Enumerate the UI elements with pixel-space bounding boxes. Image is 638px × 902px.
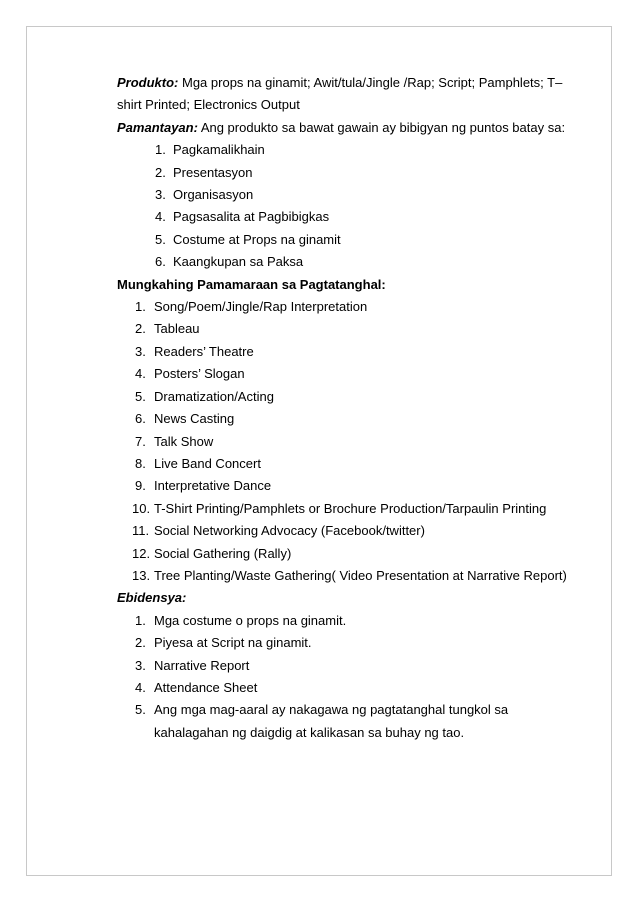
list-item — [117, 543, 567, 565]
list-text: Dramatization/Acting — [154, 388, 274, 404]
list-number: 1. — [135, 299, 146, 315]
list-item — [117, 565, 567, 587]
list-number: 5. — [155, 231, 166, 247]
list-text: Readers’ Theatre — [154, 343, 254, 359]
list-text: Mga costume o props na ginamit. — [154, 612, 347, 628]
list-text: Pagsasalita at Pagbibigkas — [173, 209, 330, 225]
mungkahi-heading: Mungkahing Pamamaraan sa Pagtatanghal: — [117, 276, 386, 292]
list-number: 2. — [135, 321, 146, 337]
list-number: 1. — [155, 142, 166, 158]
list-number: 13. — [132, 567, 151, 583]
pamantayan-paragraph — [117, 117, 567, 139]
list-text: T-Shirt Printing/Pamphlets or Brochure Production/Tarpaulin Printing — [154, 500, 547, 516]
list-item — [117, 498, 567, 520]
list-item — [117, 677, 567, 699]
list-text: Ang mga mag-aaral ay nakagawa ng pagtatanghal tungkol sa kahalagahan ng daigdig at kalikasan sa buhay ng tao. — [154, 702, 509, 740]
list-number: 5. — [135, 388, 146, 404]
list-item — [117, 363, 567, 385]
list-item — [117, 184, 567, 206]
list-item — [117, 229, 567, 251]
list-number: 4. — [135, 366, 146, 382]
pamantayan-list — [117, 139, 567, 273]
list-item — [117, 520, 567, 542]
list-item — [117, 699, 567, 744]
list-text: Narrative Report — [154, 657, 250, 673]
list-item — [117, 408, 567, 430]
list-item — [117, 431, 567, 453]
document-body — [117, 72, 567, 744]
list-number: 12. — [132, 545, 151, 561]
ebidensya-list — [117, 610, 567, 744]
list-item — [117, 632, 567, 654]
list-text: Social Networking Advocacy (Facebook/twitter) — [154, 523, 425, 539]
list-item — [117, 251, 567, 273]
list-item — [117, 162, 567, 184]
list-item — [117, 296, 567, 318]
list-number: 6. — [135, 411, 146, 427]
list-text: Live Band Concert — [154, 455, 261, 471]
list-number: 8. — [135, 455, 146, 471]
list-item — [117, 206, 567, 228]
pamantayan-label: Pamantayan: — [117, 119, 198, 135]
list-text: Kaangkupan sa Paksa — [173, 254, 304, 270]
list-number: 4. — [155, 209, 166, 225]
list-text: Presentasyon — [173, 164, 253, 180]
list-number: 5. — [135, 702, 146, 718]
list-text: Social Gathering (Rally) — [154, 545, 292, 561]
list-item — [117, 610, 567, 632]
list-text: Organisasyon — [173, 187, 254, 203]
list-item — [117, 139, 567, 161]
produkto-label: Produkto: — [117, 75, 179, 90]
list-number: 6. — [155, 254, 166, 270]
list-text: Tree Planting/Waste Gathering( Video Presentation at Narrative Report) — [154, 567, 567, 583]
list-item — [117, 655, 567, 677]
list-item — [117, 318, 567, 340]
list-text: News Casting — [154, 411, 235, 427]
pamantayan-text: Ang produkto sa bawat gawain ay bibigyan ng puntos batay sa: — [197, 119, 566, 135]
list-number: 3. — [135, 657, 146, 673]
list-number: 9. — [135, 478, 146, 494]
list-number: 2. — [135, 635, 146, 651]
ebidensya-label: Ebidensya: — [117, 590, 187, 606]
list-number: 1. — [135, 612, 146, 628]
list-number: 7. — [135, 433, 146, 449]
list-number: 3. — [155, 187, 166, 203]
list-text: Talk Show — [154, 433, 214, 449]
list-number: 10. — [132, 500, 151, 516]
produkto-paragraph — [117, 72, 567, 117]
list-text: Posters’ Slogan — [154, 366, 245, 382]
list-item — [117, 386, 567, 408]
mungkahi-list — [117, 296, 567, 587]
list-text: Costume at Props na ginamit — [173, 231, 341, 247]
produkto-text: Mga props na ginamit; Awit/tula/Jingle /Rap; Script; Pamphlets; T–shirt Printed; Electronics Output — [117, 75, 563, 113]
list-text: Interpretative Dance — [154, 478, 272, 494]
list-number: 11. — [132, 523, 150, 539]
list-number: 2. — [155, 164, 166, 180]
list-text: Tableau — [154, 321, 200, 337]
list-item — [117, 341, 567, 363]
list-item — [117, 453, 567, 475]
list-number: 3. — [135, 343, 146, 359]
list-text: Song/Poem/Jingle/Rap Interpretation — [154, 299, 368, 315]
list-text: Attendance Sheet — [154, 679, 258, 695]
list-item — [117, 475, 567, 497]
list-text: Piyesa at Script na ginamit. — [154, 635, 312, 651]
list-number: 4. — [135, 679, 146, 695]
list-text: Pagkamalikhain — [173, 142, 265, 158]
